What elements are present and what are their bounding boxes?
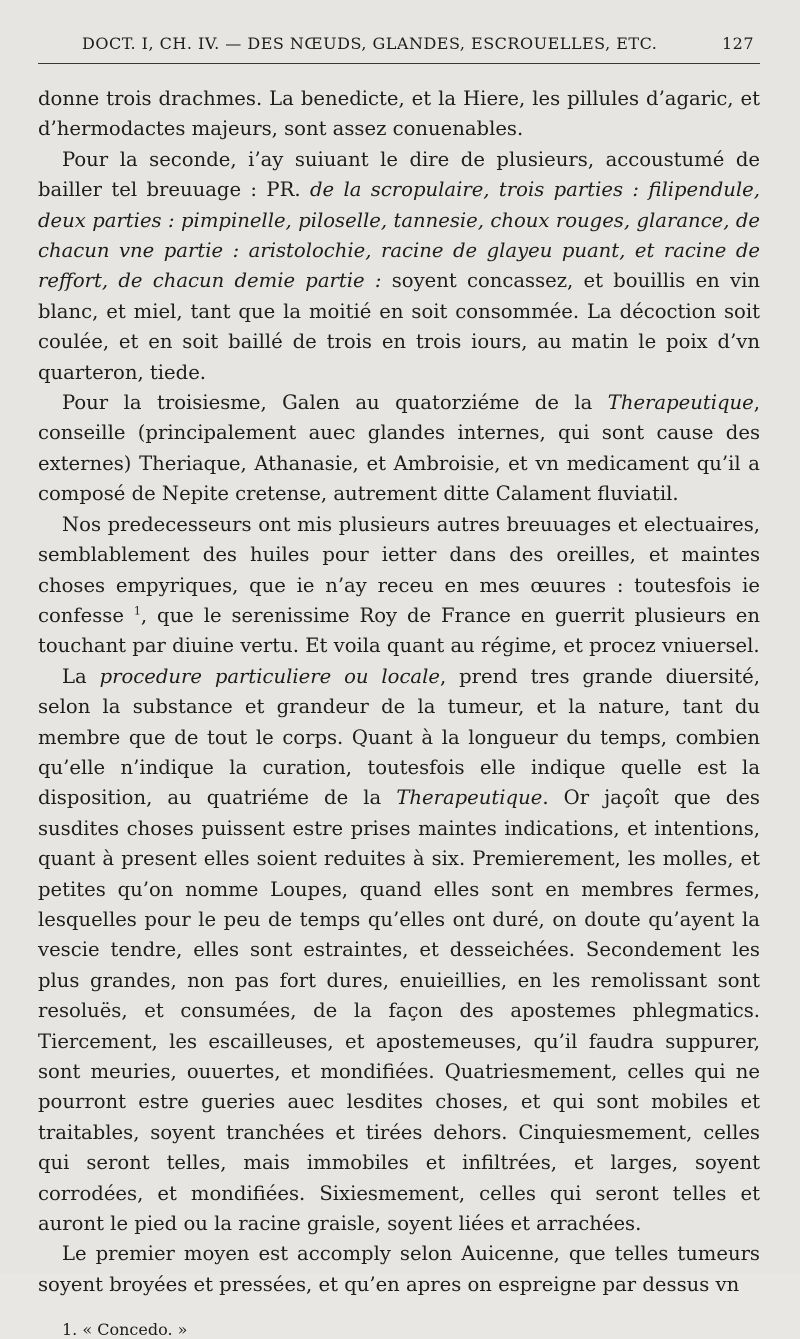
paragraph-p6 xyxy=(38,1239,760,1300)
text-segment: Nos predecesseurs ont mis plusieurs autres breuuages et electuaires, semblablement des huiles pour ietter dans des oreilles, et maintes choses empyriques, que ie n’ay receu en mes œuures : toutesfois ie confesse xyxy=(38,512,760,627)
italic-text: procedure particuliere ou locale xyxy=(99,664,440,688)
italic-text: de la scropulaire, trois parties : filipendule, deux parties : pimpinelle, piloselle, tannesie, choux rouges, glarance, de chacun vne partie : aristolochie, racine de glayeu puant, et racine de reffort, de chacun demie partie : xyxy=(38,178,760,293)
text-segment: donne trois drachmes. La benedicte, et la Hiere, les pillules d’agaric, et d’hermodactes majeurs, sont assez conuenables. xyxy=(38,87,760,141)
paragraph-p3 xyxy=(38,388,760,510)
paragraph-p1 xyxy=(38,84,760,145)
text-segment: . Or jaçoît que des susdites choses puissent estre prises maintes indications, et intentions, quant à present elles soient reduites à six. Premierement, les molles, et petites qu’on nomme Loupes, quand elles sont en membres fermes, lesquelles pour le peu de temps qu’elles ont duré, on doute qu’ayent la vescie tendre, elles sont estraintes, et desseichées. Secondement les plus grandes, non pas fort dures, enuieillies, en les remolissant sont resoluës, et consumées, de la façon des apostemes phlegmatics. Tiercement, les escailleuses, et apostemeuses, qu’il faudra suppurer, sont meuries, ouuertes, et mondifiées. Quatriesmement, celles qui ne pourront estre gueries auec lesdites choses, et qui sont mobiles et traitables, soyent tranchées et tirées dehors. Cinquiesmement, celles qui seront telles, mais immobiles et infiltrées, et larges, soyent corrodées, et mondifiées. Sixiesmement, celles qui seront telles et auront le pied ou la racine graisle, soyent liées et arrachées. xyxy=(38,786,760,1236)
text-segment: Le premier moyen est accomply selon Auicenne, que telles tumeurs soyent broyées et pressées, et qu’en apres on espreigne par dessus vn xyxy=(38,1242,760,1296)
text-segment: , que le serenissime Roy de France en guerrit plusieurs en touchant par diuine vertu. Et voila quant au régime, et procez vniuersel. xyxy=(38,603,761,658)
page-number: 127 xyxy=(721,34,754,53)
footnote-text: « Concedo. » xyxy=(82,1320,188,1339)
text-segment: La xyxy=(62,664,100,688)
italic-text: Therapeutique xyxy=(607,391,754,415)
footnote xyxy=(38,1320,760,1339)
text-segment: , conseille (principalement auec glandes internes, qui sont cause des externes) Theriaque, Athanasie, et Ambroisie, et vn medicament qu’il a composé de Nepite cretense, autrement ditte Calament fluviatil. xyxy=(38,391,760,506)
italic-text: Therapeutique xyxy=(396,786,543,810)
paragraph-p5 xyxy=(38,662,760,1240)
footnote-marker: 1. xyxy=(62,1320,78,1339)
text-segment: , prend tres grande diuersité, selon la substance et grandeur de la tumeur, et la nature, tant du membre que de tout le corps. Quant à la longueur du temps, combien qu’elle n’indique la curation, toutesfois elle indique quelle est la disposition, au quatriéme de la xyxy=(38,664,760,810)
running-head xyxy=(38,28,760,64)
footnote-ref: 1 xyxy=(133,604,141,618)
paragraph-p2 xyxy=(38,145,760,388)
text-segment: soyent concassez, et bouillis en vin blanc, et miel, tant que la moitié en soit consommée. La décoction soit coulée, et en soit baillé de trois en trois iours, au matin le poix d’vn quarteron, tiede. xyxy=(38,269,760,384)
text-segment: Pour la troisiesme, Galen au quatorziéme de la xyxy=(62,391,608,415)
paragraph-p4 xyxy=(38,510,760,662)
text-segment: Pour la seconde, i’ay suiuant le dire de plusieurs, accoustumé de bailler tel breuuage : PR. xyxy=(38,147,760,202)
running-title: DOCT. I, CH. IV. — DES NŒUDS, GLANDES, ESCROUELLES, ETC. xyxy=(82,34,658,53)
body-text xyxy=(38,84,760,1300)
